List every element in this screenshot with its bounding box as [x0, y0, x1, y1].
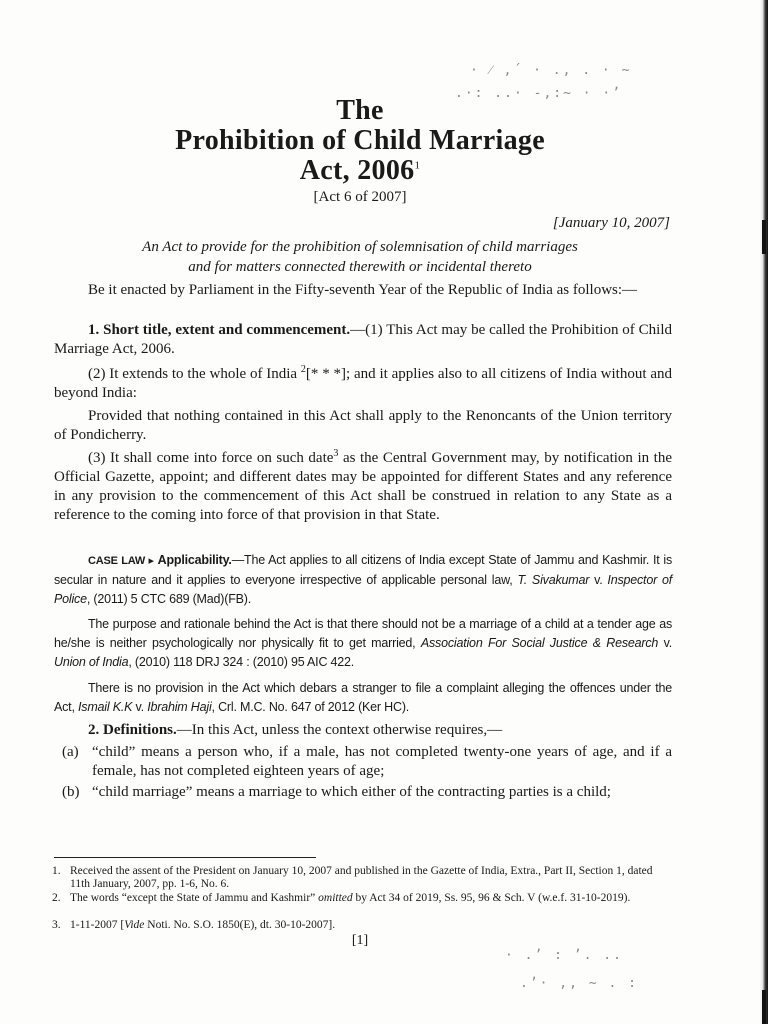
case-name: Ismail K.K — [78, 700, 133, 714]
section-2 — [54, 721, 672, 740]
case-name: Association For Social Justice & Research — [420, 636, 659, 650]
clause-b — [62, 783, 672, 802]
pencil-scribble: .ʼ· ,, ~ . : — [520, 976, 638, 991]
act-date: [January 10, 2007] — [552, 215, 670, 231]
clause-label: (b) — [62, 784, 80, 800]
footnote-emphasis: omitted — [318, 892, 353, 904]
case-party: Ibrahim Haji — [147, 700, 212, 714]
footnote-ref: 1 — [414, 159, 421, 172]
pencil-scribble: · .ʼ : ʼ. .. — [505, 948, 623, 963]
case-party: Inspector of Police — [54, 573, 672, 606]
proviso: Provided that nothing contained in this Act shall apply to the Renoncants of the Union territory of Pondicherry. — [54, 408, 672, 443]
clause-text: “child” means a person who, if a male, has not completed twenty-one years of age, and if a female, has not completed eighteen years of age; — [92, 744, 672, 779]
case-law-para-1 — [54, 551, 672, 609]
case-law-para-2 — [54, 615, 672, 672]
case-citation: , Crl. M.C. No. 647 of 2012 (Ker HC). — [211, 700, 410, 714]
section-1 — [54, 321, 672, 359]
clause-label: (a) — [62, 744, 79, 760]
footnote-body — [70, 919, 674, 932]
long-title-line: An Act to provide for the prohibition of solemnisation of child marriages — [142, 239, 578, 255]
scan-edge-mark — [762, 220, 766, 254]
scan-edge-mark — [762, 990, 766, 1024]
case-law-para-3 — [54, 679, 672, 717]
case-law-heading: Applicability. — [157, 553, 232, 567]
case-citation: , (2010) 118 DRJ 324 : (2010) 95 AIC 422. — [128, 655, 355, 669]
footnote-text: The words “except the State of Jammu and Kashmir” — [70, 892, 319, 904]
long-title — [60, 237, 660, 277]
footnote-text: Received the assent of the President on January 10, 2007 and published in the Gazette of India, Extra., Part II, Section 1, dated 11th January, 2007, pp. 1-6, No. 6. — [70, 865, 653, 890]
footnote-rule — [54, 857, 316, 858]
footnote-text: 1-11-2007 [ — [70, 919, 125, 931]
case-law-text: There is no provision in the Act which debars a stranger to file a complaint alleging the offences under the Act, — [54, 681, 672, 714]
case-name: T. Sivakumar — [517, 573, 590, 587]
footnote-number: 3. — [52, 919, 61, 931]
case-law-tag: CASE LAW ▸ — [88, 555, 154, 567]
scan-edge — [759, 0, 768, 1024]
pencil-scribble: · ⁄ ,´ · ., . · ~ — [470, 63, 632, 78]
footnote-text: by Act 34 of 2019, Ss. 95, 96 & Sch. V (w.e.f. 31-10-2019). — [352, 892, 631, 904]
footnote-number: 1. — [52, 865, 61, 877]
act-title-line2: Prohibition of Child Marriage — [175, 125, 545, 156]
act-title-line3 — [0, 154, 720, 188]
clause-a — [62, 743, 672, 781]
act-title-text: Act, 2006 — [299, 155, 415, 186]
long-title-line: and for matters connected therewith or incidental thereto — [188, 259, 532, 275]
footnote-2 — [52, 892, 674, 905]
section-heading: 2. Definitions. — [88, 722, 177, 738]
footnote-emphasis: Vide — [124, 919, 145, 931]
sub-text: (2) It extends to the whole of India — [88, 366, 301, 382]
sub-text: as the Central Government may, by notification in the Official Gazette, appoint; and different dates may be appointed for different States and any reference in any provision to the commencement of this Act shall be construed in relation to any State as a reference to the coming into force of that provision in that State. — [54, 450, 672, 523]
case-v: v. — [589, 573, 608, 587]
footnote-ref: 3 — [333, 448, 339, 459]
footnote-text: Noti. No. S.O. 1850(E), dt. 30-10-2007]. — [144, 919, 336, 931]
footnote-body — [70, 892, 674, 905]
footnote-1 — [52, 865, 674, 891]
footnote-number: 2. — [52, 892, 61, 904]
enacting-formula: Be it enacted by Parliament in the Fifty-seventh Year of the Republic of India as follows:— — [88, 282, 638, 298]
sub-text: (3) It shall come into force on such date — [88, 450, 334, 466]
act-number: [Act 6 of 2007] — [313, 189, 407, 205]
section-text: —In this Act, unless the context otherwise requires,— — [176, 722, 503, 738]
case-party: Union of India — [54, 655, 129, 669]
case-law-text: —The Act applies to all citizens of India except State of Jammu and Kashmir. It is secular in nature and it applies to everyone irrespective of applicable personal law, — [54, 553, 673, 587]
footnote-3 — [52, 919, 674, 932]
clause-text: “child marriage” means a marriage to which either of the contracting parties is a child; — [92, 784, 611, 800]
section-1-sub-3 — [54, 449, 672, 525]
case-v: v. — [132, 700, 148, 714]
footnote-ref: 2 — [300, 364, 306, 375]
sub-text: [* * *]; and it applies also to all citizens of India without and beyond India: — [54, 366, 672, 401]
case-citation: , (2011) 5 CTC 689 (Mad)(FB). — [86, 592, 252, 606]
section-1-sub-2 — [54, 365, 672, 403]
case-law-text: The purpose and rationale behind the Act is that there should not be a marriage of a child at a tender age as he/she is neither psychologically nor physically fit to get married, — [54, 617, 672, 650]
section-text: —(1) This Act may be called the Prohibition of Child Marriage Act, 2006. — [54, 322, 673, 357]
page-number: [1] — [351, 933, 369, 948]
case-v: v. — [658, 636, 672, 650]
pencil-scribble: .·: ..· -,:~ · ·ʼ — [455, 86, 623, 101]
act-title-line1: The — [336, 95, 384, 126]
section-heading: 1. Short title, extent and commencement. — [88, 322, 351, 338]
